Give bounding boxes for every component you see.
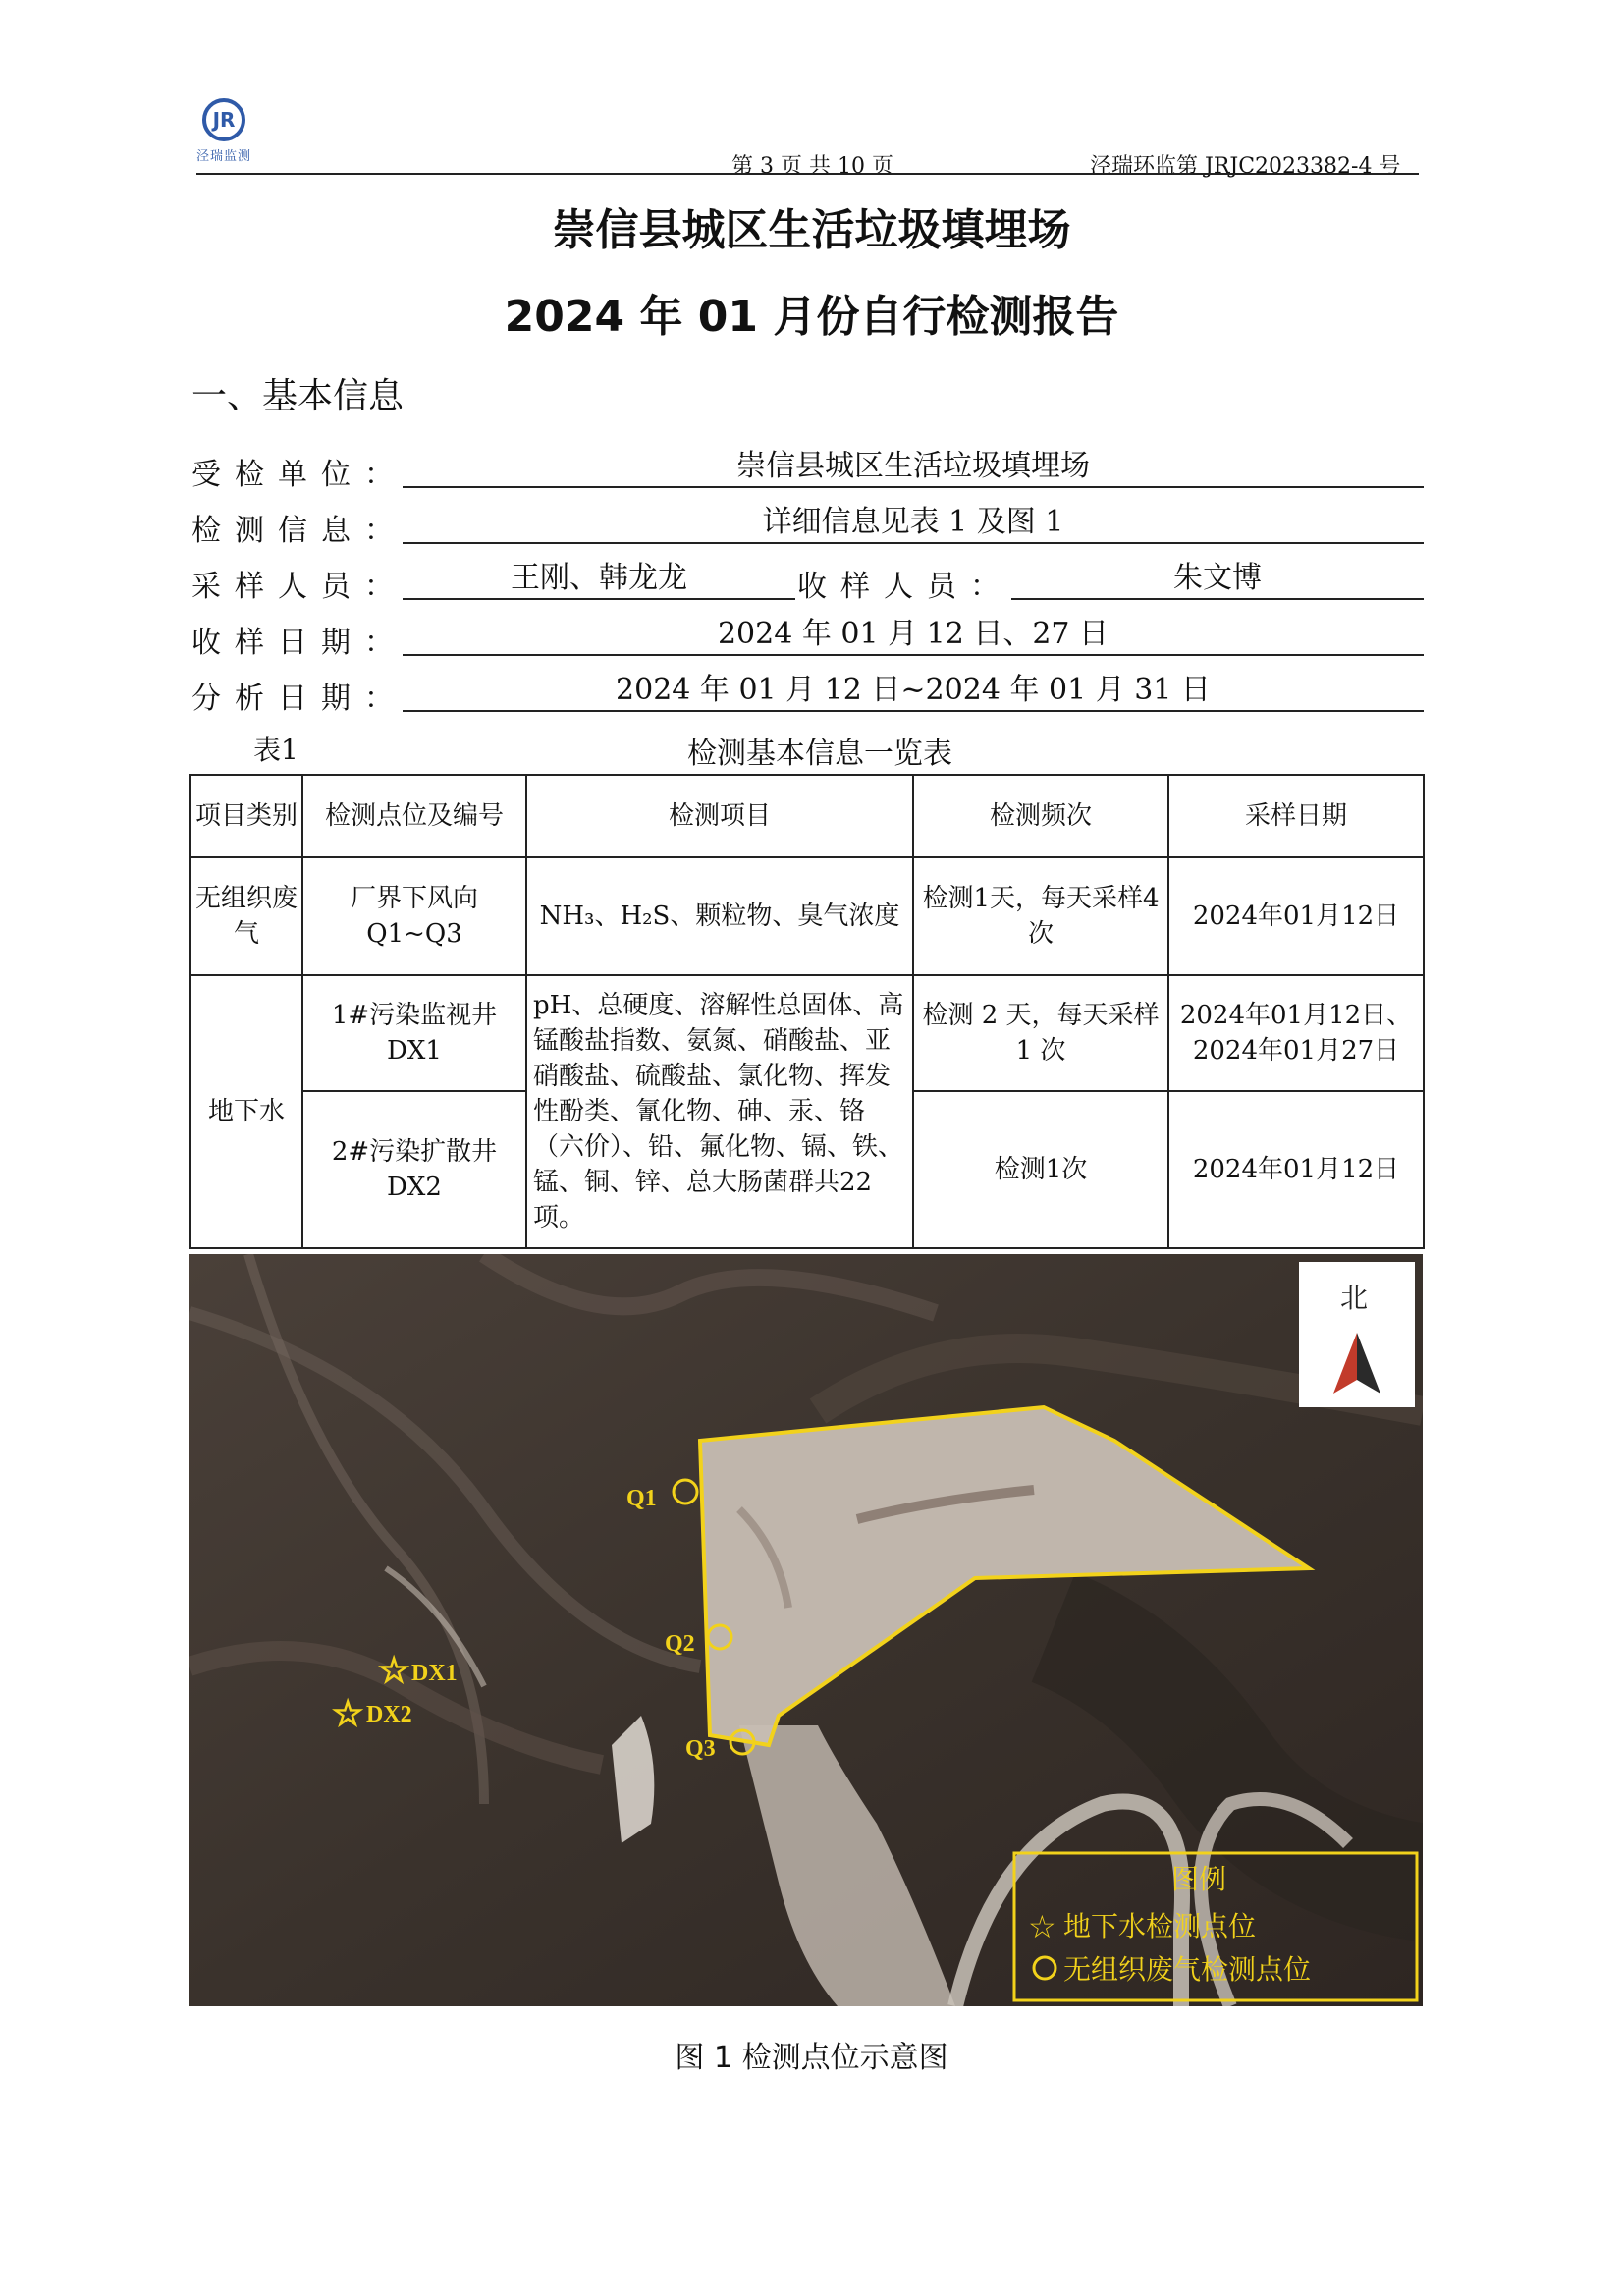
legend-groundwater: 地下水检测点位 [1063, 1910, 1257, 1942]
dx2-star-icon: ☆ [332, 1694, 364, 1734]
header-frequency: 检测频次 [913, 775, 1168, 857]
unit-value: 崇信县城区生活垃圾填埋场 [403, 447, 1424, 488]
info-table [189, 774, 1425, 1249]
unit-label: 受检单位： [191, 458, 407, 492]
detect-info-label: 检测信息： [191, 514, 407, 548]
cell-frequency: 检测1天，每天采样4次 [913, 857, 1168, 975]
analysis-date-value: 2024 年 01 月 12 日~2024 年 01 月 31 日 [403, 671, 1424, 712]
header-rule [196, 173, 1419, 175]
header-date: 采样日期 [1168, 775, 1424, 857]
table-label: 表1 [253, 734, 298, 766]
cell-category: 地下水 [190, 975, 302, 1248]
cell-items: NH₃、H₂S、颗粒物、臭气浓度 [526, 857, 913, 975]
receive-date-value: 2024 年 01 月 12 日、27 日 [403, 615, 1424, 656]
detect-info-value: 详细信息见表 1 及图 1 [403, 503, 1424, 544]
table-caption: 检测基本信息一览表 [687, 737, 952, 771]
logo-icon: JR [202, 98, 245, 141]
dx1-label: DX1 [411, 1661, 458, 1686]
header-category: 项目类别 [190, 775, 302, 857]
q2-label: Q2 [665, 1631, 695, 1657]
logo-text: 泾瑞监测 [196, 149, 252, 164]
cell-point: 厂界下风向 Q1~Q3 [302, 857, 526, 975]
table-row [190, 857, 1424, 975]
report-title-line1: 崇信县城区生活垃圾填埋场 [552, 205, 1071, 255]
company-logo [196, 98, 255, 167]
cell-date: 2024年01月12日 [1168, 1091, 1424, 1248]
dx2-label: DX2 [366, 1702, 412, 1727]
monitoring-map [189, 1254, 1423, 2006]
north-label: 北 [1340, 1282, 1369, 1314]
receive-date-label: 收样日期： [191, 626, 407, 660]
cell-point: 1#污染监视井 DX1 [302, 975, 526, 1091]
legend-star-icon: ☆ [1028, 1908, 1056, 1945]
receiver-label: 收样人员： [797, 570, 1013, 604]
report-title-line2: 2024 年 01 月份自行检测报告 [504, 292, 1119, 342]
cell-date: 2024年01月12日 [1168, 857, 1424, 975]
header-items: 检测项目 [526, 775, 913, 857]
legend-title: 图例 [1171, 1863, 1227, 1895]
cell-date: 2024年01月12日、2024年01月27日 [1168, 975, 1424, 1091]
cell-frequency: 检测1次 [913, 1091, 1168, 1248]
figure-caption: 图 1 检测点位示意图 [675, 2041, 948, 2075]
table-header-row [190, 775, 1424, 857]
q3-label: Q3 [685, 1736, 716, 1762]
receiver-value: 朱文博 [1011, 559, 1424, 600]
cell-category: 无组织废气 [190, 857, 302, 975]
table-row [190, 975, 1424, 1091]
sampler-value: 王刚、韩龙龙 [403, 559, 795, 600]
dx1-star-icon: ☆ [378, 1651, 410, 1691]
north-arrow [1299, 1262, 1415, 1407]
cell-point: 2#污染扩散井 DX2 [302, 1091, 526, 1248]
sampler-label: 采样人员： [191, 570, 407, 604]
q1-label: Q1 [626, 1486, 657, 1511]
cell-frequency: 检测 2 天，每天采样 1 次 [913, 975, 1168, 1091]
header-point: 检测点位及编号 [302, 775, 526, 857]
report-number: 泾瑞环监第 JRJC2023382-4 号 [1090, 154, 1401, 179]
analysis-date-label: 分析日期： [191, 682, 407, 716]
satellite-image [189, 1254, 1423, 2006]
section-heading: 一、基本信息 [191, 376, 405, 416]
legend-air: 无组织废气检测点位 [1063, 1953, 1312, 1986]
cell-items: pH、总硬度、溶解性总固体、高锰酸盐指数、氨氮、硝酸盐、亚硝酸盐、硫酸盐、氯化物、挥发性酚类、氰化物、砷、汞、铬（六价）、铅、氟化物、镉、铁、锰、铜、锌、总大肠菌群共22项。 [526, 975, 913, 1248]
page-info: 第 3 页 共 10 页 [731, 154, 893, 179]
